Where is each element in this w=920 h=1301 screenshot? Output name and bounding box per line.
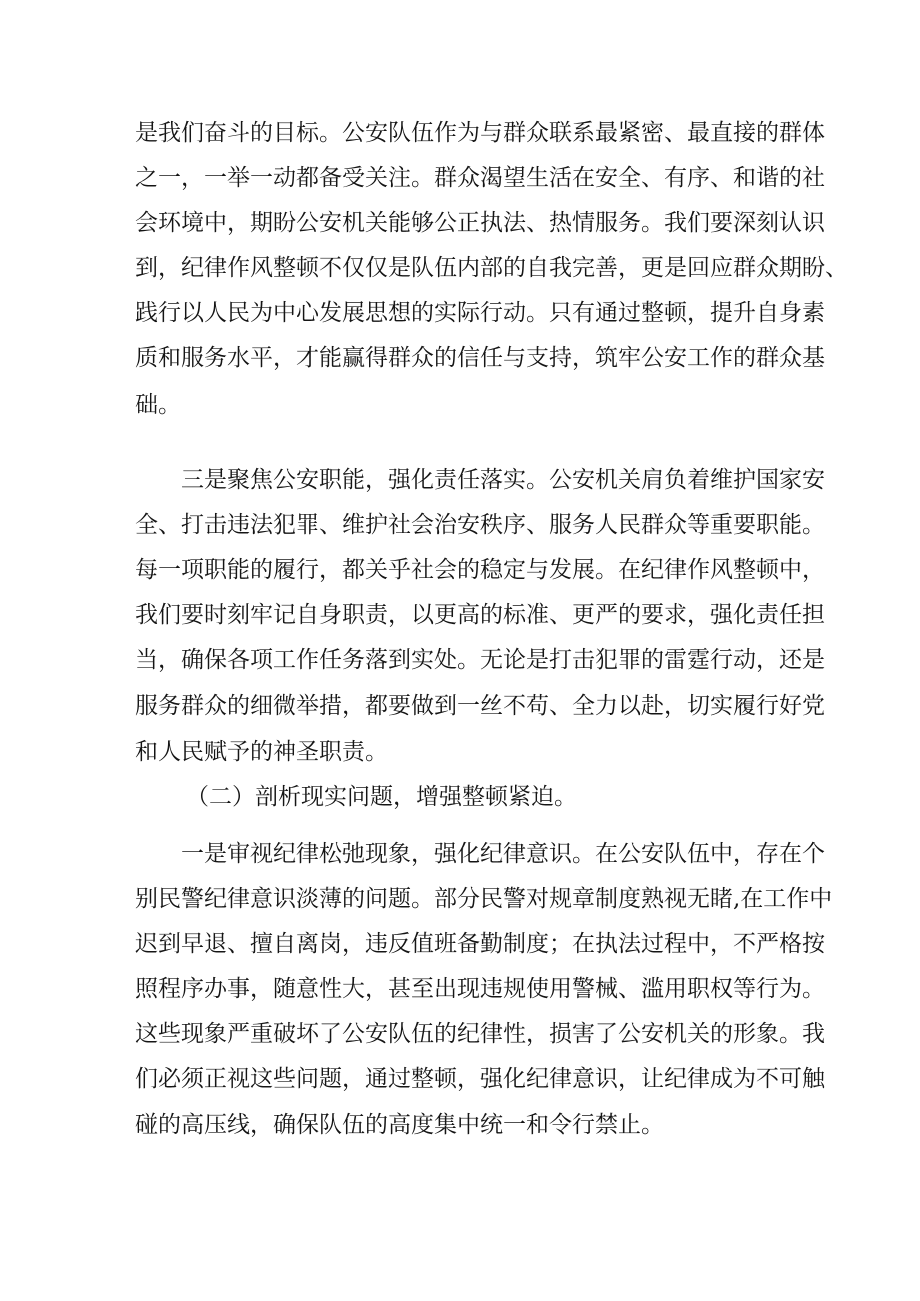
- text-line: 碰的高压线，确保队伍的高度集中统一和令行禁止。: [135, 1112, 664, 1138]
- text-line: 这些现象严重破坏了公安队伍的纪律性，损害了公安机关的形象。我: [135, 1021, 825, 1047]
- text-line: 们必须正视这些问题，通过整顿，强化纪律意识，让纪律成为不可触: [135, 1066, 825, 1092]
- text-line: 别民警纪律意识淡薄的问题。部分民警对规章制度熟视无睹,在工作中: [135, 886, 833, 912]
- text-line: （二）剖析现实问题，增强整顿紧迫。: [186, 784, 577, 810]
- text-line: 践行以人民为中心发展思想的实际行动。只有通过整顿，提升自身素: [135, 300, 825, 326]
- text-line: 和人民赋予的神圣职责。: [135, 739, 388, 765]
- text-line: 之一，一举一动都备受关注。群众渴望生活在安全、有序、和谐的社: [135, 165, 825, 191]
- text-line: 全、打击违法犯罪、维护社会治安秩序、服务人民群众等重要职能。: [135, 512, 825, 538]
- text-line: 础。: [135, 392, 181, 418]
- text-line: 一是审视纪律松弛现象，强化纪律意识。在公安队伍中，存在个: [181, 841, 825, 867]
- text-line: 三是聚焦公安职能，强化责任落实。公安机关肩负着维护国家安: [181, 467, 825, 493]
- text-line: 迟到早退、擅自离岗，违反值班备勤制度；在执法过程中，不严格按: [135, 931, 825, 957]
- text-line: 会环境中，期盼公安机关能够公正执法、热情服务。我们要深刻认识: [135, 210, 825, 236]
- text-line: 到，纪律作风整顿不仅仅是队伍内部的自我完善，更是回应群众期盼、: [135, 255, 848, 281]
- text-line: 质和服务水平，才能赢得群众的信任与支持，筑牢公安工作的群众基: [135, 345, 825, 371]
- text-line: 每一项职能的履行，都关乎社会的稳定与发展。在纪律作风整顿中，: [135, 557, 825, 583]
- text-line: 我们要时刻牢记自身职责，以更高的标准、更严的要求，强化责任担: [135, 602, 825, 628]
- text-line: 服务群众的细微举措，都要做到一丝不苟、全力以赴，切实履行好党: [135, 693, 825, 719]
- text-line: 照程序办事，随意性大，甚至出现违规使用警械、滥用职权等行为。: [135, 976, 825, 1002]
- text-line: 是我们奋斗的目标。公安队伍作为与群众联系最紧密、最直接的群体: [135, 120, 825, 146]
- text-line: 当，确保各项工作任务落到实处。无论是打击犯罪的雷霆行动，还是: [135, 647, 825, 673]
